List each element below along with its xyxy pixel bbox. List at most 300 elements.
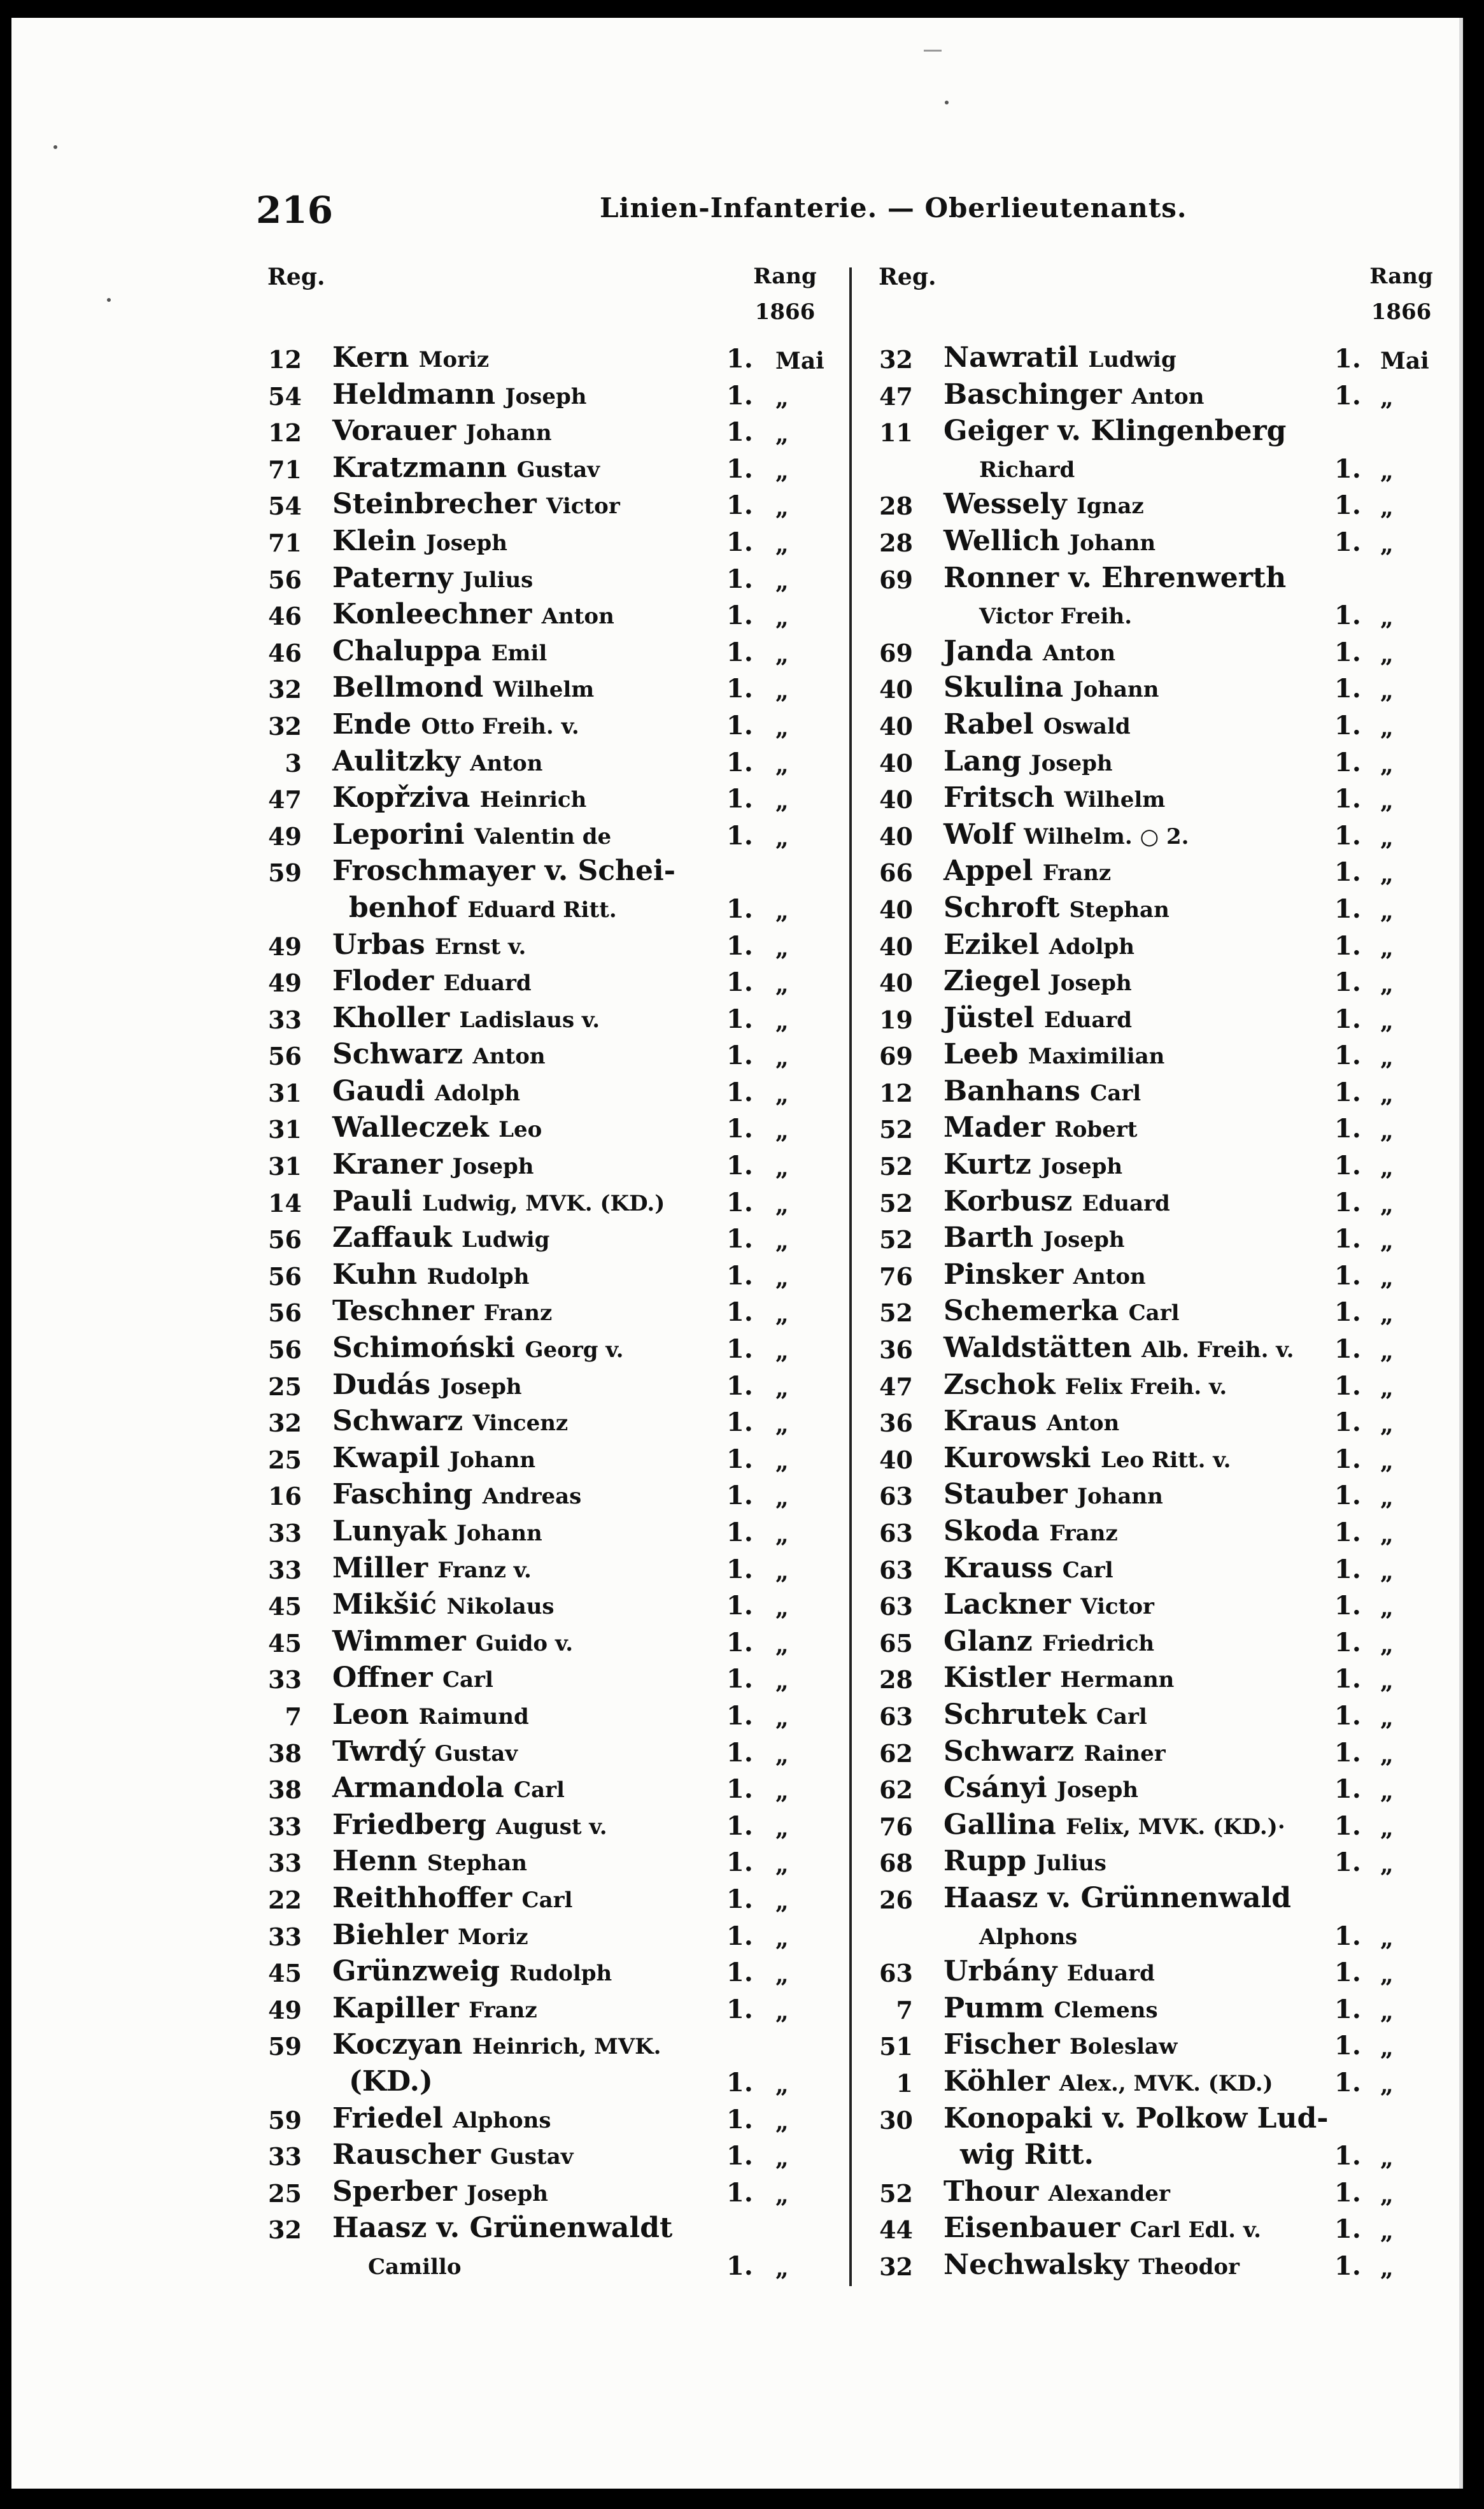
given-name: Joseph <box>440 1374 522 1400</box>
given-name: Joseph <box>505 383 587 409</box>
list-item <box>253 451 839 488</box>
surname: Rabel <box>943 707 1034 741</box>
regiment-number: 32 <box>268 711 302 741</box>
list-item <box>865 781 1438 818</box>
rank-number: 1. <box>726 1810 753 1841</box>
rank-number: 1. <box>726 1334 753 1365</box>
rank-month: „ <box>775 1924 789 1952</box>
regiment-number: 52 <box>879 1188 913 1218</box>
given-name: Alphons <box>979 1924 1078 1950</box>
list-item <box>253 781 839 818</box>
list-item <box>865 1038 1438 1075</box>
surname: Offner <box>332 1661 433 1695</box>
regiment-number: 52 <box>879 1152 913 1181</box>
regiment-number: 56 <box>268 1262 302 1291</box>
rank-month: „ <box>775 604 789 632</box>
rang-header: Rang <box>753 264 817 289</box>
given-name: Victor <box>1080 1594 1154 1620</box>
regiment-number: 62 <box>879 1775 913 1805</box>
surname: Kapiller <box>332 1991 459 2024</box>
surname: Waldstätten <box>943 1332 1132 1365</box>
officer-name <box>943 965 1132 997</box>
surname: Friedberg <box>332 1808 486 1841</box>
rank-month: „ <box>1380 1558 1394 1585</box>
list-item <box>865 2212 1438 2249</box>
officer-name <box>943 781 1165 814</box>
rank-number: 1. <box>1334 2067 1361 2098</box>
officer-name <box>332 1992 537 2024</box>
list-item <box>253 1111 839 1148</box>
rank-month: „ <box>775 1851 789 1879</box>
list-item <box>865 1552 1438 1589</box>
officer-name <box>943 1405 1119 1437</box>
regiment-number: 71 <box>268 528 302 557</box>
list-item <box>865 2249 1438 2285</box>
officer-name <box>332 598 614 630</box>
list-item <box>253 1075 839 1112</box>
list-item <box>253 1772 839 1809</box>
regiment-number: 38 <box>268 1738 302 1768</box>
rank-month: „ <box>1380 678 1394 705</box>
regiment-number: 3 <box>285 748 302 778</box>
regiment-number: 52 <box>879 1115 913 1144</box>
list-item <box>865 598 1438 635</box>
rank-month: „ <box>1380 1704 1394 1731</box>
rank-month: „ <box>775 494 789 522</box>
scan-speck <box>945 101 949 104</box>
rank-number: 1. <box>1334 1370 1361 1401</box>
surname: Haasz v. Grünnenwald <box>943 1881 1292 1914</box>
officer-name <box>943 1442 1231 1474</box>
rank-month: „ <box>775 1778 789 1805</box>
rank-number: 1. <box>726 2250 753 2281</box>
regiment-number: 51 <box>879 2032 913 2061</box>
surname: Korbusz <box>943 1184 1073 1218</box>
given-name: Carl <box>442 1667 493 1693</box>
officer-name <box>943 1038 1164 1070</box>
regiment-number: 45 <box>268 1628 302 1658</box>
officer-name <box>943 635 1115 667</box>
officer-name <box>332 1368 522 1401</box>
regiment-number: 1 <box>896 2068 913 2098</box>
surname: Janda <box>943 634 1033 667</box>
surname: Köhler <box>943 2065 1050 2098</box>
officer-name <box>943 1772 1138 1804</box>
surname: Kuhn <box>332 1258 418 1291</box>
rank-month: Mai <box>1380 348 1429 374</box>
rank-month: „ <box>775 567 789 595</box>
rank-month: „ <box>1380 934 1394 962</box>
surname: Aulitzky <box>332 744 460 778</box>
regiment-number: 59 <box>268 858 302 888</box>
given-name: Franz <box>469 1997 537 2023</box>
rank-number: 1. <box>726 1297 753 1328</box>
regiment-number: 40 <box>879 895 913 924</box>
given-name: Victor <box>546 494 620 520</box>
list-item <box>865 415 1438 451</box>
rank-number: 1. <box>726 2141 753 2171</box>
officer-name <box>960 2138 1094 2171</box>
list-item <box>865 928 1438 965</box>
rank-month: „ <box>775 824 789 851</box>
given-name: Heinrich, MVK. <box>472 2034 661 2060</box>
rank-number: 1. <box>726 1187 753 1218</box>
rank-number: 1. <box>1334 2214 1361 2245</box>
surname: Koczyan <box>332 2028 463 2061</box>
surname: Dudás <box>332 1368 431 1401</box>
rank-number: 1. <box>1334 601 1361 631</box>
given-name: Victor Freih. <box>979 604 1133 630</box>
surname: Sperber <box>332 2175 457 2208</box>
surname: Pinsker <box>943 1258 1064 1291</box>
given-name: Eduard <box>1043 1007 1133 1033</box>
rank-number: 1. <box>1334 527 1361 557</box>
officer-name <box>332 818 611 851</box>
regiment-number: 47 <box>879 381 913 411</box>
given-name: Carl <box>1090 1080 1141 1106</box>
rank-number: 1. <box>1334 453 1361 484</box>
rank-month: „ <box>1380 457 1394 485</box>
book-page <box>11 18 1463 2489</box>
rank-number: 1. <box>726 417 753 448</box>
surname: Schemerka <box>943 1295 1119 1328</box>
rank-number: 1. <box>726 2177 753 2208</box>
rank-month: „ <box>1380 384 1394 411</box>
running-title: Linien-Infanterie. — Oberlieutenants. <box>600 192 1187 224</box>
regiment-number: 49 <box>268 969 302 998</box>
right-column-header <box>865 264 1438 341</box>
regiment-number: 32 <box>879 2252 913 2281</box>
regiment-number: 33 <box>268 2142 302 2171</box>
rank-number: 1. <box>1334 1700 1361 1731</box>
rank-number: 1. <box>726 1260 753 1291</box>
list-item <box>253 2138 839 2175</box>
list-item <box>865 1111 1438 1148</box>
regiment-number: 32 <box>268 2215 302 2245</box>
surname: Ziegel <box>943 965 1041 998</box>
rank-number: 1. <box>1334 967 1361 998</box>
list-item <box>253 1332 839 1368</box>
list-item <box>253 1845 839 1882</box>
regiment-number: 16 <box>268 1482 302 1511</box>
list-item <box>865 1442 1438 1479</box>
surname: Schwarz <box>332 1405 463 1438</box>
rank-month: „ <box>775 1521 789 1548</box>
rank-month: „ <box>1380 1595 1394 1622</box>
regiment-number: 19 <box>879 1005 913 1034</box>
list-item <box>253 341 839 378</box>
regiment-number: 69 <box>879 565 913 594</box>
rank-number: 1. <box>1334 784 1361 814</box>
rank-month: „ <box>775 2071 789 2098</box>
given-name: Wilhelm. ○ 2. <box>1024 823 1189 849</box>
rank-number: 1. <box>1334 637 1361 667</box>
left-column-header <box>253 264 839 341</box>
rank-number: 1. <box>1334 1664 1361 1695</box>
rank-number: 1. <box>726 344 753 374</box>
rank-number: 1. <box>1334 344 1361 374</box>
list-item <box>253 1992 839 2029</box>
rank-month: „ <box>1380 1778 1394 1805</box>
given-name: Johann <box>449 1447 536 1473</box>
list-item <box>253 1955 839 1992</box>
officer-name <box>332 2102 551 2135</box>
given-name: Felix Freih. v. <box>1064 1374 1227 1400</box>
rank-month: „ <box>1380 2181 1394 2208</box>
rank-month: „ <box>775 1044 789 1072</box>
list-item <box>865 1772 1438 1809</box>
rank-number: 1. <box>726 1407 753 1438</box>
officer-name <box>943 2065 1273 2098</box>
officer-name <box>332 635 547 667</box>
surname: Barth <box>943 1221 1034 1254</box>
given-name: Robert <box>1054 1117 1138 1143</box>
given-name: Franz <box>1042 860 1112 886</box>
surname: Kopřziva <box>332 781 470 814</box>
regiment-number: 7 <box>896 1995 913 2024</box>
rank-number: 1. <box>1334 857 1361 888</box>
rank-number: 1. <box>1334 930 1361 961</box>
officer-name <box>332 965 532 997</box>
surname: Fischer <box>943 2028 1060 2061</box>
list-item <box>253 671 839 708</box>
surname: Klein <box>332 524 416 557</box>
rank-month: „ <box>1380 897 1394 925</box>
surname: Baschinger <box>943 378 1122 411</box>
regiment-number: 56 <box>268 1042 302 1071</box>
officer-name <box>943 1809 1285 1841</box>
officer-name <box>943 1882 1291 1914</box>
list-item <box>253 1735 839 1772</box>
rank-month: „ <box>775 751 789 778</box>
regiment-number: 40 <box>879 748 913 778</box>
officer-name <box>332 1552 532 1584</box>
rank-number: 1. <box>1334 1847 1361 1878</box>
rank-month: „ <box>1380 1851 1394 1879</box>
given-name: Johann <box>465 420 552 446</box>
regiment-number: 63 <box>879 1482 913 1511</box>
given-name: Theodor <box>1138 2254 1240 2280</box>
officer-name <box>368 2249 462 2281</box>
year-header: 1866 <box>1371 299 1432 325</box>
rank-month: „ <box>775 1887 789 1915</box>
regiment-number: 76 <box>879 1812 913 1841</box>
regiment-number: 66 <box>879 858 913 888</box>
list-item <box>253 2175 839 2212</box>
rank-month: „ <box>1380 1998 1394 2025</box>
given-name: Richard <box>979 457 1075 483</box>
rank-number: 1. <box>726 1664 753 1695</box>
officer-name <box>943 1148 1122 1181</box>
rank-number: 1. <box>1334 1297 1361 1328</box>
regiment-number: 30 <box>879 2105 913 2135</box>
surname: Wimmer <box>332 1624 466 1658</box>
given-name: Anton <box>1042 640 1116 666</box>
regiment-number: 12 <box>268 418 302 448</box>
rank-number: 1. <box>726 1994 753 2024</box>
rank-number: 1. <box>726 1700 753 1731</box>
given-name: Stephan <box>1069 897 1170 923</box>
regiment-number: 31 <box>268 1152 302 1181</box>
given-name: Carl <box>1096 1703 1147 1730</box>
officer-name <box>943 2175 1170 2208</box>
regiment-number: 69 <box>879 638 913 667</box>
rank-month: „ <box>775 384 789 411</box>
given-name: Moriz <box>418 347 490 373</box>
rank-month: „ <box>1380 494 1394 522</box>
list-item <box>253 1882 839 1919</box>
officer-name <box>332 1735 518 1768</box>
surname: Lunyak <box>332 1515 447 1547</box>
list-item <box>253 818 839 855</box>
rank-month: „ <box>775 2181 789 2208</box>
list-item <box>865 1992 1438 2029</box>
regiment-number: 12 <box>268 345 302 374</box>
given-name: Rudolph <box>427 1263 530 1290</box>
regiment-number: 49 <box>268 1995 302 2024</box>
list-item <box>865 1075 1438 1112</box>
list-item <box>253 2028 839 2065</box>
rank-month: „ <box>775 1118 789 1145</box>
list-item <box>865 1221 1438 1258</box>
officer-name <box>332 1075 520 1107</box>
surname: Heldmann <box>332 378 496 411</box>
surname: Thour <box>943 2175 1039 2208</box>
rank-month: „ <box>1380 2218 1394 2245</box>
officer-name <box>943 708 1131 741</box>
rank-number: 1. <box>1334 1407 1361 1438</box>
surname: Urbány <box>943 1955 1057 1988</box>
regiment-number: 52 <box>879 2178 913 2208</box>
officer-name <box>332 525 507 557</box>
given-name: Carl <box>514 1777 565 1803</box>
regiment-number: 7 <box>285 1702 302 1731</box>
rank-number: 1. <box>726 637 753 667</box>
surname: Leeb <box>943 1038 1019 1071</box>
list-item <box>865 1882 1438 1919</box>
given-name: Camillo <box>368 2254 462 2280</box>
rank-month: „ <box>775 1411 789 1439</box>
surname: Haasz v. Grünenwaldt <box>332 2212 673 2245</box>
given-name: Johann <box>1077 1484 1163 1510</box>
rank-month: „ <box>775 1668 789 1695</box>
list-item <box>253 1258 839 1295</box>
rank-month: „ <box>1380 1264 1394 1291</box>
rank-number: 1. <box>726 380 753 411</box>
rank-month: „ <box>775 1007 789 1035</box>
rank-month: „ <box>1380 861 1394 888</box>
year-header: 1866 <box>754 299 816 325</box>
surname: Fritsch <box>943 781 1055 814</box>
regiment-number: 45 <box>268 1592 302 1621</box>
given-name: Johann <box>1073 677 1159 703</box>
list-item <box>253 2065 839 2102</box>
regiment-number: 63 <box>879 1702 913 1731</box>
list-item <box>865 1955 1438 1992</box>
given-name: Emil <box>491 640 548 666</box>
given-name: Felix, MVK. (KD.)· <box>1066 1814 1285 1840</box>
rank-number: 1. <box>726 1774 753 1805</box>
rank-number: 1. <box>1334 1260 1361 1291</box>
rank-month: „ <box>775 1558 789 1585</box>
surname: Csányi <box>943 1772 1047 1805</box>
given-name: Rudolph <box>509 1961 612 1987</box>
officer-name <box>332 1809 607 1841</box>
officer-name <box>332 1588 555 1621</box>
list-item <box>865 1148 1438 1185</box>
rank-number: 1. <box>726 1591 753 1621</box>
officer-name <box>943 1515 1118 1547</box>
rank-number: 1. <box>1334 1444 1361 1474</box>
rank-number: 1. <box>1334 2177 1361 2208</box>
given-name: Gustav <box>516 457 600 483</box>
officer-name <box>943 855 1111 887</box>
officer-name <box>943 1845 1106 1877</box>
officer-name <box>332 1185 665 1218</box>
given-name: Anton <box>1047 1411 1120 1437</box>
given-name: Leo Ritt. v. <box>1100 1447 1231 1473</box>
rank-month: „ <box>775 1704 789 1731</box>
regiment-number: 28 <box>879 1665 913 1695</box>
rank-month: „ <box>775 1631 789 1658</box>
scan-speck <box>107 298 111 302</box>
rank-number: 1. <box>726 930 753 961</box>
surname: Banhans <box>943 1074 1080 1107</box>
rank-number: 1. <box>1334 820 1361 851</box>
regiment-number: 71 <box>268 455 302 484</box>
list-item <box>865 635 1438 672</box>
rank-number: 1. <box>726 453 753 484</box>
officer-name <box>332 1882 572 1914</box>
regiment-number: 45 <box>268 1959 302 1988</box>
surname: Ronner v. Ehrenwerth <box>943 561 1287 594</box>
rank-month: „ <box>1380 1411 1394 1439</box>
given-name: Anton <box>1131 383 1205 409</box>
regiment-number: 28 <box>879 492 913 521</box>
surname: Kistler <box>943 1661 1050 1695</box>
rank-month: „ <box>775 1741 789 1768</box>
rank-month: „ <box>1380 751 1394 778</box>
officer-name <box>332 708 579 741</box>
rank-month: Mai <box>775 348 824 374</box>
list-item <box>253 965 839 1002</box>
rank-number: 1. <box>1334 2141 1361 2171</box>
surname: Wessely <box>943 488 1067 521</box>
rank-number: 1. <box>726 1554 753 1584</box>
rank-number: 1. <box>726 893 753 924</box>
list-item <box>253 2249 839 2285</box>
list-item <box>253 855 839 892</box>
list-item <box>865 562 1438 599</box>
given-name: Adolph <box>1049 934 1135 960</box>
regiment-number: 62 <box>879 1738 913 1768</box>
officer-name <box>332 415 552 447</box>
regiment-number: 14 <box>268 1188 302 1218</box>
officer-name <box>943 1735 1166 1768</box>
rank-number: 1. <box>726 1077 753 1107</box>
list-item <box>253 525 839 562</box>
surname: benhof <box>349 891 458 924</box>
given-name: Otto Freih. v. <box>421 713 579 739</box>
officer-name <box>943 1955 1155 1987</box>
given-name: Wilhelm <box>1064 787 1166 813</box>
surname: Schimoński <box>332 1332 516 1365</box>
list-item <box>253 635 839 672</box>
rank-number: 1. <box>1334 1994 1361 2024</box>
officer-name <box>943 2249 1240 2281</box>
list-item <box>865 708 1438 745</box>
right-rows <box>865 341 1438 2285</box>
